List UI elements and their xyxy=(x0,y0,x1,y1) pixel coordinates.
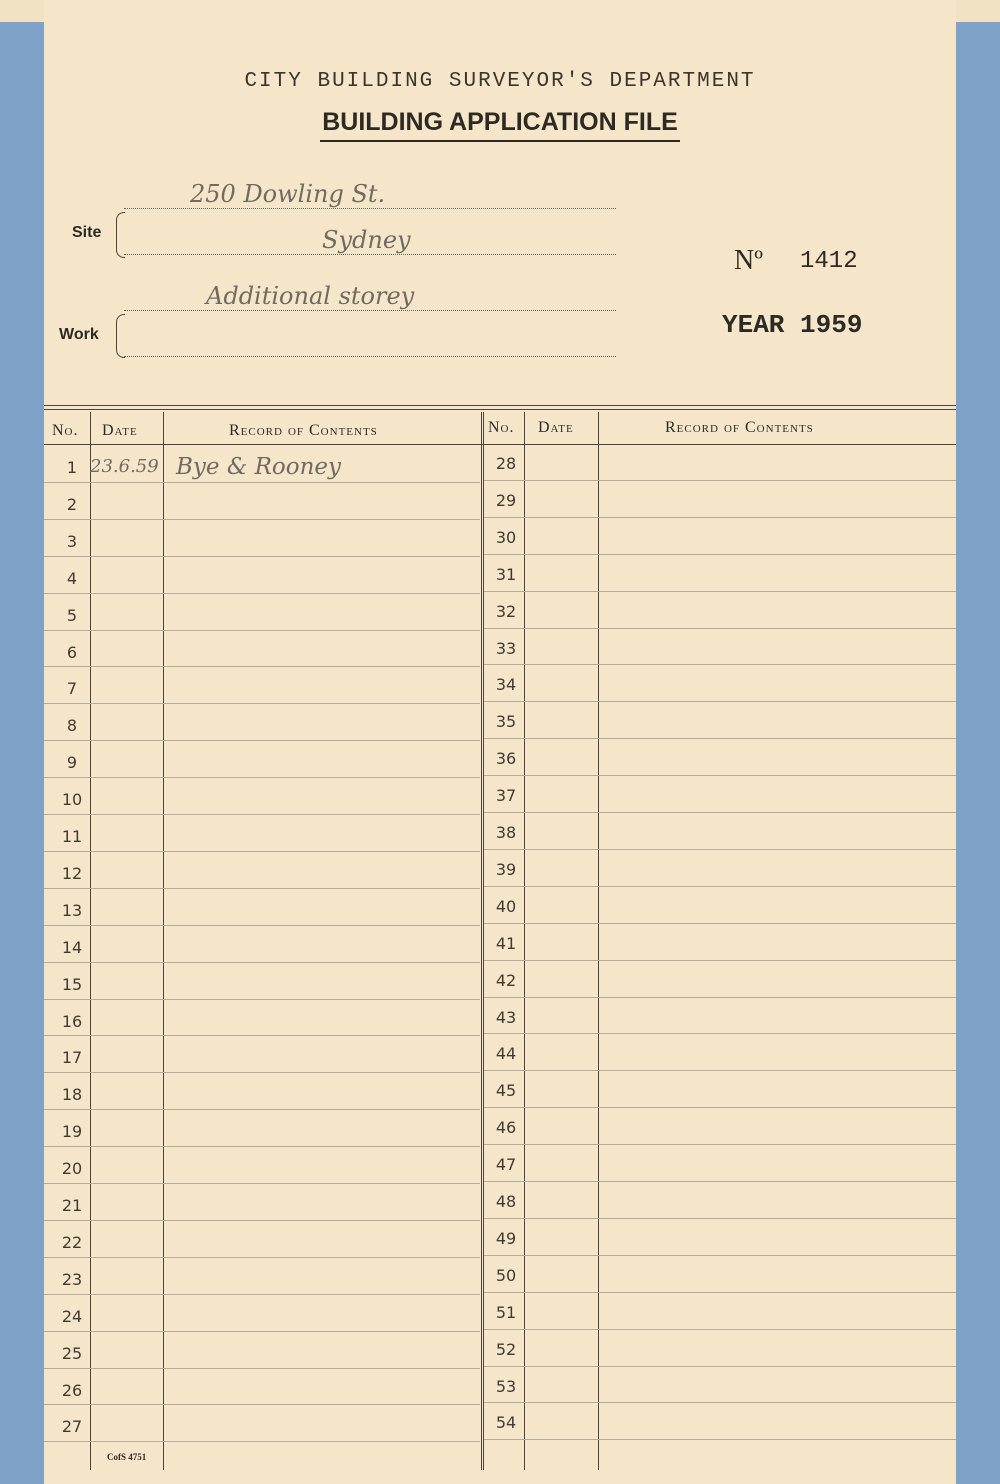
row-rule-left xyxy=(44,1072,480,1073)
file-cover xyxy=(44,0,956,1484)
row-rule-right xyxy=(484,1439,956,1440)
row-number-right: 50 xyxy=(495,1265,517,1285)
row-rule-left xyxy=(44,1183,480,1184)
row-number-left: 11 xyxy=(61,827,83,846)
file-year xyxy=(722,310,862,340)
col-divider-right-date xyxy=(598,412,599,1470)
row-number-right: 30 xyxy=(495,527,517,547)
col-divider-left-date xyxy=(163,412,164,1470)
row-number-right: 34 xyxy=(495,675,517,695)
row-number-right: 36 xyxy=(495,749,517,769)
row-number-left: 23 xyxy=(61,1269,83,1289)
row-number-left: 27 xyxy=(61,1417,83,1437)
row-rule-right xyxy=(484,1255,956,1256)
header-bottom-rule xyxy=(44,444,956,445)
row-rule-right xyxy=(484,775,956,776)
row-rule-left xyxy=(44,962,480,963)
row-rule-left xyxy=(44,666,480,667)
row-rule-right xyxy=(484,1107,956,1108)
row-rule-right xyxy=(484,1402,956,1403)
row-rule-right xyxy=(484,849,956,850)
row-rule-right xyxy=(484,517,956,518)
row-rule-left xyxy=(44,519,480,520)
header-no-left: No. xyxy=(52,422,79,439)
row-number-left: 3 xyxy=(66,531,78,551)
row-rule-left xyxy=(44,851,480,852)
form-code: CofS 4751 xyxy=(107,1452,147,1462)
header-date-right: Date xyxy=(538,419,574,436)
row-rule-right xyxy=(484,554,956,555)
row-rule-right xyxy=(484,628,956,629)
row-number-right: 47 xyxy=(495,1155,517,1175)
row-number-right: 38 xyxy=(495,823,517,842)
row-rule-left xyxy=(44,1109,480,1110)
site-handwritten-line-2: Sydney xyxy=(322,226,411,254)
row-number-left: 7 xyxy=(66,679,78,699)
row-rule-right xyxy=(484,738,956,739)
site-handwritten-line-1: 250 Dowling St. xyxy=(190,180,386,208)
row-rule-left xyxy=(44,814,480,815)
work-brace xyxy=(116,314,125,358)
file-title-text: BUILDING APPLICATION FILE xyxy=(320,108,680,142)
row-number-left: 16 xyxy=(61,1011,83,1031)
site-brace xyxy=(116,212,125,258)
file-year-value: 1959 xyxy=(800,310,863,340)
row-number-left: 4 xyxy=(66,568,78,588)
row-number-right: 33 xyxy=(495,638,517,658)
row-rule-left xyxy=(44,740,480,741)
row-number-left: 22 xyxy=(61,1232,83,1252)
row-rule-right xyxy=(484,812,956,813)
row-rule-right xyxy=(484,701,956,702)
row-rule-left xyxy=(44,999,480,1000)
row-number-right: 35 xyxy=(495,712,517,732)
row-rule-left xyxy=(44,556,480,557)
header-date-left: Date xyxy=(102,422,138,439)
row-rule-right xyxy=(484,1070,956,1071)
row-rule-right xyxy=(484,1144,956,1145)
site-label: Site xyxy=(72,224,102,241)
row-rule-right xyxy=(484,1366,956,1367)
row-number-right: 48 xyxy=(495,1192,517,1211)
row-number-right: 52 xyxy=(495,1339,517,1359)
row-number-left: 21 xyxy=(61,1196,83,1215)
row-rule-left xyxy=(44,888,480,889)
row-rule-right xyxy=(484,1292,956,1293)
row-number-right: 49 xyxy=(495,1228,517,1248)
row-rule-left xyxy=(44,1220,480,1221)
row-number-right: 54 xyxy=(495,1413,517,1433)
file-title xyxy=(44,108,956,142)
site-line-2 xyxy=(124,254,616,255)
row-rule-left xyxy=(44,925,480,926)
row-number-left: 20 xyxy=(61,1159,83,1179)
row-rule-right xyxy=(484,664,956,665)
row-number-left: 8 xyxy=(66,716,78,736)
file-number-value: 1412 xyxy=(800,248,858,275)
row-rule-right xyxy=(484,886,956,887)
row-number-right: 39 xyxy=(495,859,517,879)
work-line-2 xyxy=(124,356,616,357)
file-number-label: Nº xyxy=(734,245,763,276)
row-rule-right xyxy=(484,923,956,924)
work-line-1 xyxy=(124,310,616,311)
row-number-left: 2 xyxy=(66,494,78,514)
row-number-left: 17 xyxy=(61,1048,83,1068)
row-number-left: 6 xyxy=(66,642,78,662)
row-rule-left xyxy=(44,1294,480,1295)
row-number-right: 53 xyxy=(495,1376,517,1396)
row-rule-left xyxy=(44,630,480,631)
site-line-1 xyxy=(124,208,616,209)
row-number-left: 18 xyxy=(61,1085,83,1105)
row-rule-left xyxy=(44,1331,480,1332)
row-rule-left xyxy=(44,703,480,704)
row-rule-left xyxy=(44,1257,480,1258)
row-number-left: 5 xyxy=(66,605,78,625)
row-number-right: 42 xyxy=(495,970,517,990)
row-rule-left xyxy=(44,1441,480,1442)
row-number-right: 51 xyxy=(495,1302,517,1322)
row-number-right: 41 xyxy=(495,933,517,953)
row-number-right: 46 xyxy=(495,1118,517,1138)
row-number-left: 25 xyxy=(61,1343,83,1363)
row-number-right: 32 xyxy=(495,601,517,621)
row-number-right: 45 xyxy=(495,1081,517,1101)
row-rule-left xyxy=(44,1368,480,1369)
row-number-left: 1 xyxy=(66,458,78,477)
row-rule-right xyxy=(484,1218,956,1219)
row-rule-right xyxy=(484,1033,956,1034)
row-rule-left xyxy=(44,1404,480,1405)
row-number-left: 14 xyxy=(61,937,83,957)
department-heading: CITY BUILDING SURVEYOR'S DEPARTMENT xyxy=(244,70,756,93)
row-rule-right xyxy=(484,480,956,481)
row-rule-right xyxy=(484,997,956,998)
left-binding-strip xyxy=(0,22,44,1484)
header-record-left: Record of Contents xyxy=(229,422,378,439)
row-number-left: 9 xyxy=(66,753,78,773)
row-rule-right xyxy=(484,1329,956,1330)
row-rule-right xyxy=(484,1181,956,1182)
work-label: Work xyxy=(59,326,99,343)
row-number-left: 24 xyxy=(61,1306,83,1326)
row-rule-left xyxy=(44,1146,480,1147)
row-rule-left xyxy=(44,1035,480,1036)
row-rule-right xyxy=(484,960,956,961)
row-number-right: 43 xyxy=(495,1007,517,1027)
right-binding-strip xyxy=(956,22,1000,1484)
row-rule-right xyxy=(484,591,956,592)
row-number-left: 13 xyxy=(61,900,83,920)
row-rule-left xyxy=(44,777,480,778)
header-record-right: Record of Contents xyxy=(665,419,814,436)
row-number-right: 31 xyxy=(495,564,517,584)
row-number-left: 26 xyxy=(61,1380,83,1400)
row-number-right: 28 xyxy=(495,454,517,473)
col-divider-center xyxy=(481,412,484,1470)
table-top-rule-inner xyxy=(44,409,956,410)
row-number-right: 37 xyxy=(495,786,517,806)
table-top-rule xyxy=(44,405,956,406)
row-number-right: 29 xyxy=(495,490,517,510)
row-rule-left xyxy=(44,482,480,483)
row-number-left: 10 xyxy=(61,790,83,810)
row-number-left: 15 xyxy=(61,974,83,994)
row-number-left: 12 xyxy=(61,863,83,883)
row-number-left: 19 xyxy=(61,1122,83,1142)
header-no-right: No. xyxy=(488,419,515,436)
row-rule-left xyxy=(44,593,480,594)
row-number-right: 44 xyxy=(495,1044,517,1064)
row-number-right: 40 xyxy=(495,896,517,916)
entry-1-date: 23.6.59 xyxy=(90,456,159,477)
work-handwritten-line-1: Additional storey xyxy=(206,282,415,310)
file-year-label: YEAR xyxy=(722,310,785,340)
entry-1-record: Bye & Rooney xyxy=(176,454,342,480)
